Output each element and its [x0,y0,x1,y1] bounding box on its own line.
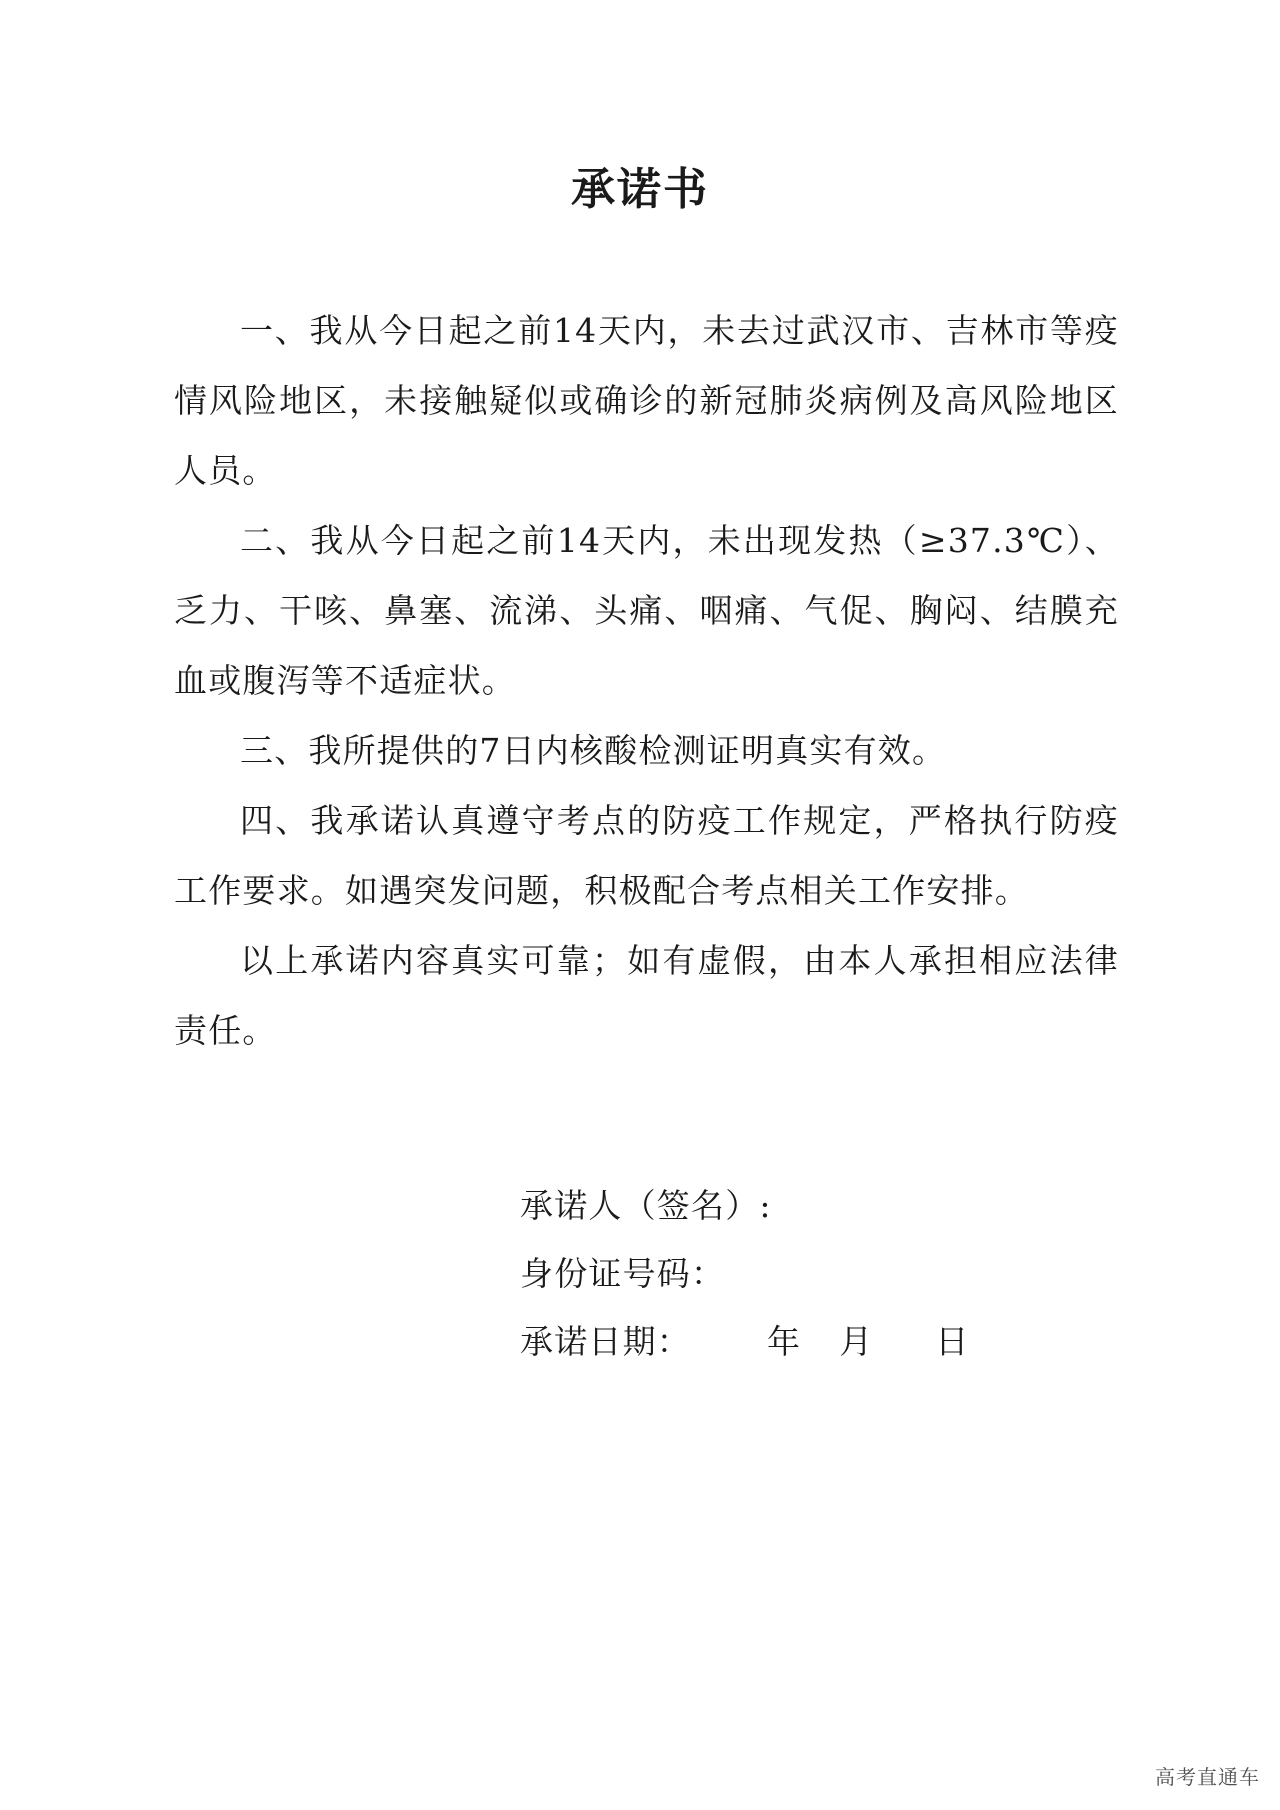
paragraph-5: 以上承诺内容真实可靠；如有虚假，由本人承担相应法律责任。 [174,941,1119,1050]
signer-label: 承诺人（签名）: [520,1186,772,1225]
date-day: 日 [935,1322,970,1361]
signature-block [520,1172,970,1376]
document-title: 承诺书 [571,164,709,215]
date-month: 月 [839,1322,874,1361]
date-label: 承诺日期： [520,1322,691,1361]
document-body [174,296,1119,1066]
paragraph-2: 二、我从今日起之前14天内，未出现发热（≥37.3℃）、乏力、干咳、鼻塞、流涕、头痛、咽痛、气促、胸闷、结膜充血或腹泻等不适症状。 [174,521,1119,700]
date-year: 年 [767,1322,802,1361]
watermark: 高考直通车 [1155,1765,1260,1789]
paragraph-4: 四、我承诺认真遵守考点的防疫工作规定，严格执行防疫工作要求。如遇突发问题，积极配合考点相关工作安排。 [174,801,1119,910]
paragraph-3: 三、我所提供的7日内核酸检测证明真实有效。 [240,731,947,770]
paragraph-1: 一、我从今日起之前14天内，未去过武汉市、吉林市等疫情风险地区，未接触疑似或确诊的新冠肺炎病例及高风险地区人员。 [174,311,1119,490]
id-number-label: 身份证号码： [520,1254,726,1293]
date-line [520,1308,970,1376]
